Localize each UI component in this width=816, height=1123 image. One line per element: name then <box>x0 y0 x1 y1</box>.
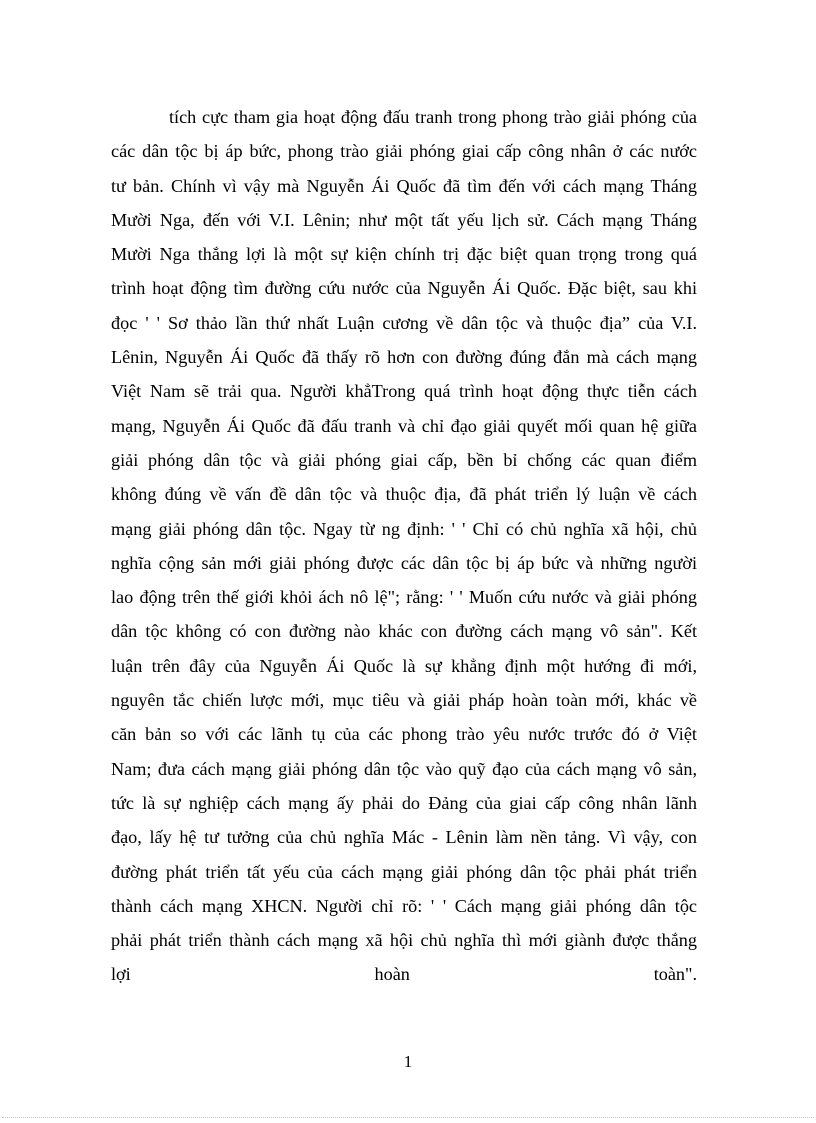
text-line: tức là sự nghiệp cách mạng ấy phải do Đảng của giai cấp công nhân lãnh <box>111 792 697 813</box>
text-line: dân tộc không có con đường nào khác con đường cách mạng vô sản". Kết <box>111 621 697 642</box>
text-line: trình hoạt động tìm đường cứu nước của Nguyễn Ái Quốc. Đặc biệt, sau khi <box>111 278 697 299</box>
text-line: Mười Nga thắng lợi là một sự kiện chính trị đặc biệt quan trọng trong quá <box>111 244 697 265</box>
text-line: căn bản so với các lãnh tụ của các phong trào yêu nước trước đó ở Việt <box>111 724 697 745</box>
text-line: Lênin, Nguyễn Ái Quốc đã thấy rõ hơn con đường đúng đắn mà cách mạng <box>111 347 697 368</box>
page-border-divider <box>2 1117 814 1118</box>
text-line: đọc ' ' Sơ thảo lần thứ nhất Luận cương về dân tộc và thuộc địa” của V.I. <box>111 312 697 333</box>
text-line: lao động trên thế giới khỏi ách nô lệ"; rằng: ' ' Muốn cứu nước và giải phóng <box>111 587 697 608</box>
text-line: nguyên tắc chiến lược mới, mục tiêu và giải pháp hoàn toàn mới, khác về <box>111 690 697 711</box>
text-line: các dân tộc bị áp bức, phong trào giải phóng giai cấp công nhân ở các nước <box>111 141 697 162</box>
text-line: đường phát triển tất yếu của cách mạng giải phóng dân tộc phải phát triển <box>111 861 697 882</box>
text-line: mạng giải phóng dân tộc. Ngay từ ng định: ' ' Chỉ có chủ nghĩa xã hội, chủ <box>111 518 697 539</box>
text-line: giải phóng dân tộc và giải phóng giai cấp, bền bỉ chống các quan điểm <box>111 449 697 470</box>
page-number: 1 <box>403 1052 413 1071</box>
body-text <box>111 100 697 992</box>
text-line: Nam; đưa cách mạng giải phóng dân tộc vào quỹ đạo của cách mạng vô sản, <box>111 758 697 779</box>
text-line: lợi hoàn toàn". <box>111 964 697 985</box>
text-line: tư bản. Chính vì vậy mà Nguyễn Ái Quốc đã tìm đến với cách mạng Tháng <box>111 175 697 196</box>
text-line: luận trên đây của Nguyễn Ái Quốc là sự khẳng định một hướng đi mới, <box>111 655 697 676</box>
text-line: nghĩa cộng sản mới giải phóng được các dân tộc bị áp bức và những người <box>111 552 697 573</box>
text-line: Mười Nga, đến với V.I. Lênin; như một tất yếu lịch sử. Cách mạng Tháng <box>111 209 697 230</box>
text-line: phải phát triển thành cách mạng xã hội chủ nghĩa thì mới giành được thắng <box>111 930 697 951</box>
text-line: tích cực tham gia hoạt động đấu tranh trong phong trào giải phóng của <box>169 107 697 127</box>
text-line: mạng, Nguyễn Ái Quốc đã đấu tranh và chỉ đạo giải quyết mối quan hệ giữa <box>111 415 697 436</box>
text-line: thành cách mạng XHCN. Người chỉ rõ: ' ' Cách mạng giải phóng dân tộc <box>111 895 697 916</box>
text-line: không đúng về vấn đề dân tộc và thuộc địa, đã phát triển lý luận về cách <box>111 484 697 505</box>
text-line: Việt Nam sẽ trải qua. Người khẳTrong quá trình hoạt động thực tiễn cách <box>111 381 697 402</box>
text-line: đạo, lấy hệ tư tưởng của chủ nghĩa Mác - Lênin làm nền tảng. Vì vậy, con <box>111 827 697 848</box>
